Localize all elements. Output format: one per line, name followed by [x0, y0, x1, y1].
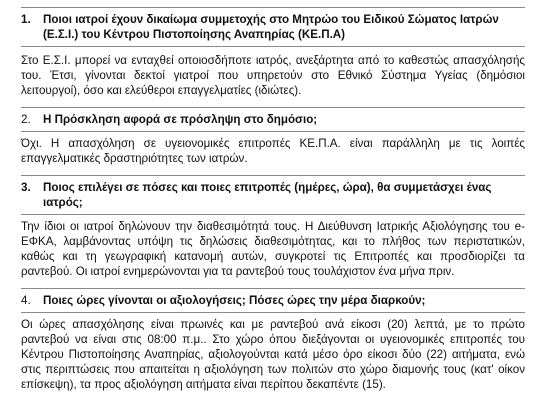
answer-text-1: Στο Ε.Σ.Ι. μπορεί να ενταχθεί οποιοσδήποτε ιατρός, ανεξάρτητα από το καθεστώς απασχόλησής του. Έτσι, γίνονται δεκτοί γιατροί που υπηρετούν στο Εθνικό Σύστημα Υγείας (δημόσιοι λειτουργοί), όσο και ελεύθεροι επαγγελματίες (ιδιώτες).	[21, 54, 525, 97]
question-number-1: 1.	[21, 13, 31, 26]
question-text-3: Ποιος επιλέγει σε πόσες και ποιες επιτροπές (ημέρες, ώρα), θα συμμετάσχει ένας ιατρός;	[43, 181, 492, 209]
faq-item-2	[21, 107, 525, 166]
faq-item-4	[21, 288, 525, 392]
answer-text-4: Οι ώρες απασχόλησης είναι πρωινές και με ραντεβού ανά είκοσι (20) λεπτά, με το πρώτο ραντεβού να είναι στις 08:00 π.μ.. Στο χώρο όπου διεξάγονται οι υγειονομικές επιτροπές του Κέντρου Πιστοποίησης Αναπηρίας, αξιολογούνται κατά μέσο όρο είκοσι δύο (22) αιτήματα, ενώ στις περιπτώσεις που απαιτείται η αξιολόγηση των πολιτών στο χώρο διαμονής τους (κατ' οίκον επίσκεψη), τα προς αξιολόγηση αιτήματα είναι περίπου δεκαπέντε (15).	[21, 318, 525, 391]
question-row-3	[21, 175, 525, 215]
question-text-1: Ποιοι ιατροί έχουν δικαίωμα συμμετοχής στο Μητρώο του Ειδικού Σώματος Ιατρών (Ε.Σ.Ι.) του Κέντρου Πιστοποίησης Αναπηρίας (ΚΕ.Π.Α)	[43, 13, 499, 41]
question-row-2	[21, 107, 525, 132]
question-number-4: 4.	[21, 294, 31, 307]
answer-text-3: Την ίδιοι οι ιατροί δηλώνουν την διαθεσιμότητά τους. Η Διεύθυνση Ιατρικής Αξιολόγησης του e-ΕΦΚΑ, λαμβάνοντας υπόψη τις δηλώσεις διαθεσιμότητας, και το πλήθος των περιστατικών, καθώς και τη γεωγραφική κατανομή αυτών, συγκροτεί τις Επιτροπές και προσδιορίζει τα ραντεβού. Οι ιατροί ενημερώνονται για τα ραντεβού τους τουλάχιστον ένα μήνα πριν.	[21, 220, 525, 278]
question-text-2: Η Πρόσκληση αφορά σε πρόσληψη στο δημόσιο;	[43, 113, 318, 126]
question-row-4	[21, 288, 525, 313]
faq-item-3	[21, 175, 525, 279]
answer-text-2: Όχι. Η απασχόληση σε υγειονομικές επιτροπές ΚΕ.Π.Α. είναι παράλληλη με τις λοιπές επαγγελματικές δραστηριότητες των ιατρών.	[21, 137, 525, 165]
question-number-3: 3.	[21, 181, 31, 194]
question-number-2: 2.	[21, 113, 31, 126]
faq-item-1	[21, 7, 525, 98]
question-row-1	[21, 7, 525, 47]
question-text-4: Ποιες ώρες γίνονται οι αξιολογήσεις; Πόσες ώρες την μέρα διαρκούν;	[43, 294, 426, 307]
